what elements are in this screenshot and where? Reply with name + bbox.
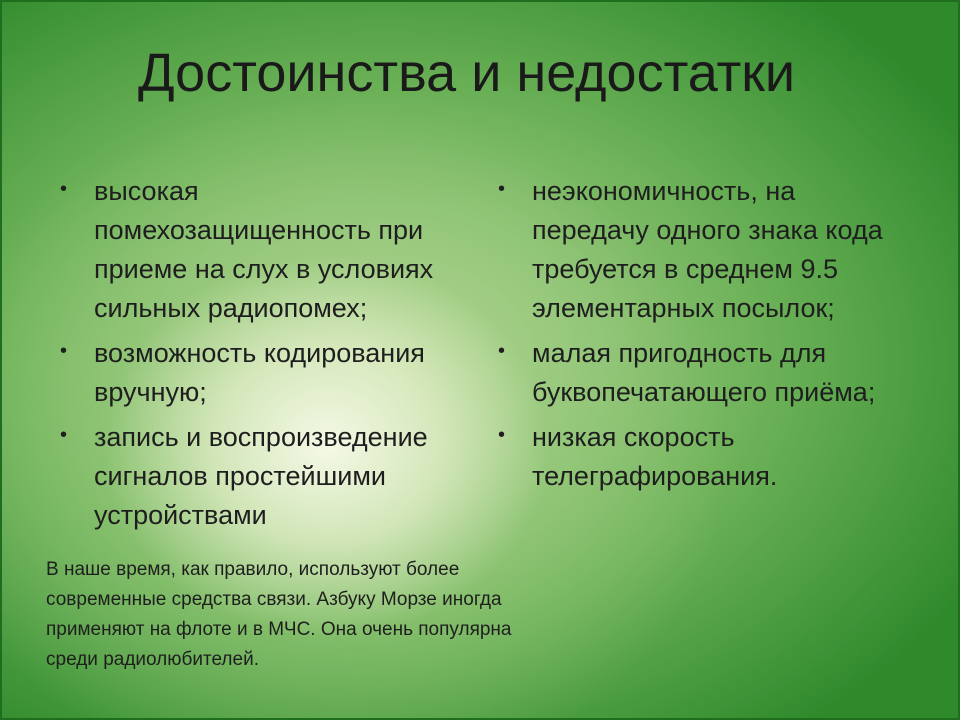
advantage-text: возможность кодирования вручную;: [94, 338, 425, 407]
bullet-icon: •: [60, 424, 68, 446]
slide-title: Достоинства и недостатки: [138, 43, 796, 103]
note-text: В наше время, как правило, используют более современные средства связи. Азбуку Морзе иногда применяют на флоте и в МЧС. Она очень популярна среди радиолюбителей.: [46, 559, 512, 670]
disadvantage-text: неэкономичность, на передачу одного знака кода требуется в среднем 9.5 элементарных посылок;: [532, 176, 883, 323]
advantage-text: высокая помехозащищенность при приеме на слух в условиях сильных радиопомех;: [94, 176, 434, 323]
advantage-text: запись и воспроизведение сигналов простейшими устройствами: [94, 422, 428, 530]
list-item: [496, 334, 916, 412]
list-item: [496, 418, 916, 496]
bullet-icon: •: [60, 340, 68, 362]
bullet-icon: •: [498, 424, 506, 446]
list-item: [58, 418, 458, 535]
list-item: [58, 334, 458, 412]
list-item: [496, 172, 916, 328]
disadvantages-list: [496, 172, 916, 502]
bullet-icon: •: [498, 178, 506, 200]
advantages-list: [58, 172, 458, 541]
list-item: [58, 172, 458, 328]
disadvantage-text: малая пригодность для буквопечатающего приёма;: [532, 338, 876, 407]
bullet-icon: •: [60, 178, 68, 200]
bullet-icon: •: [498, 340, 506, 362]
disadvantage-text: низкая скорость телеграфирования.: [532, 422, 778, 491]
